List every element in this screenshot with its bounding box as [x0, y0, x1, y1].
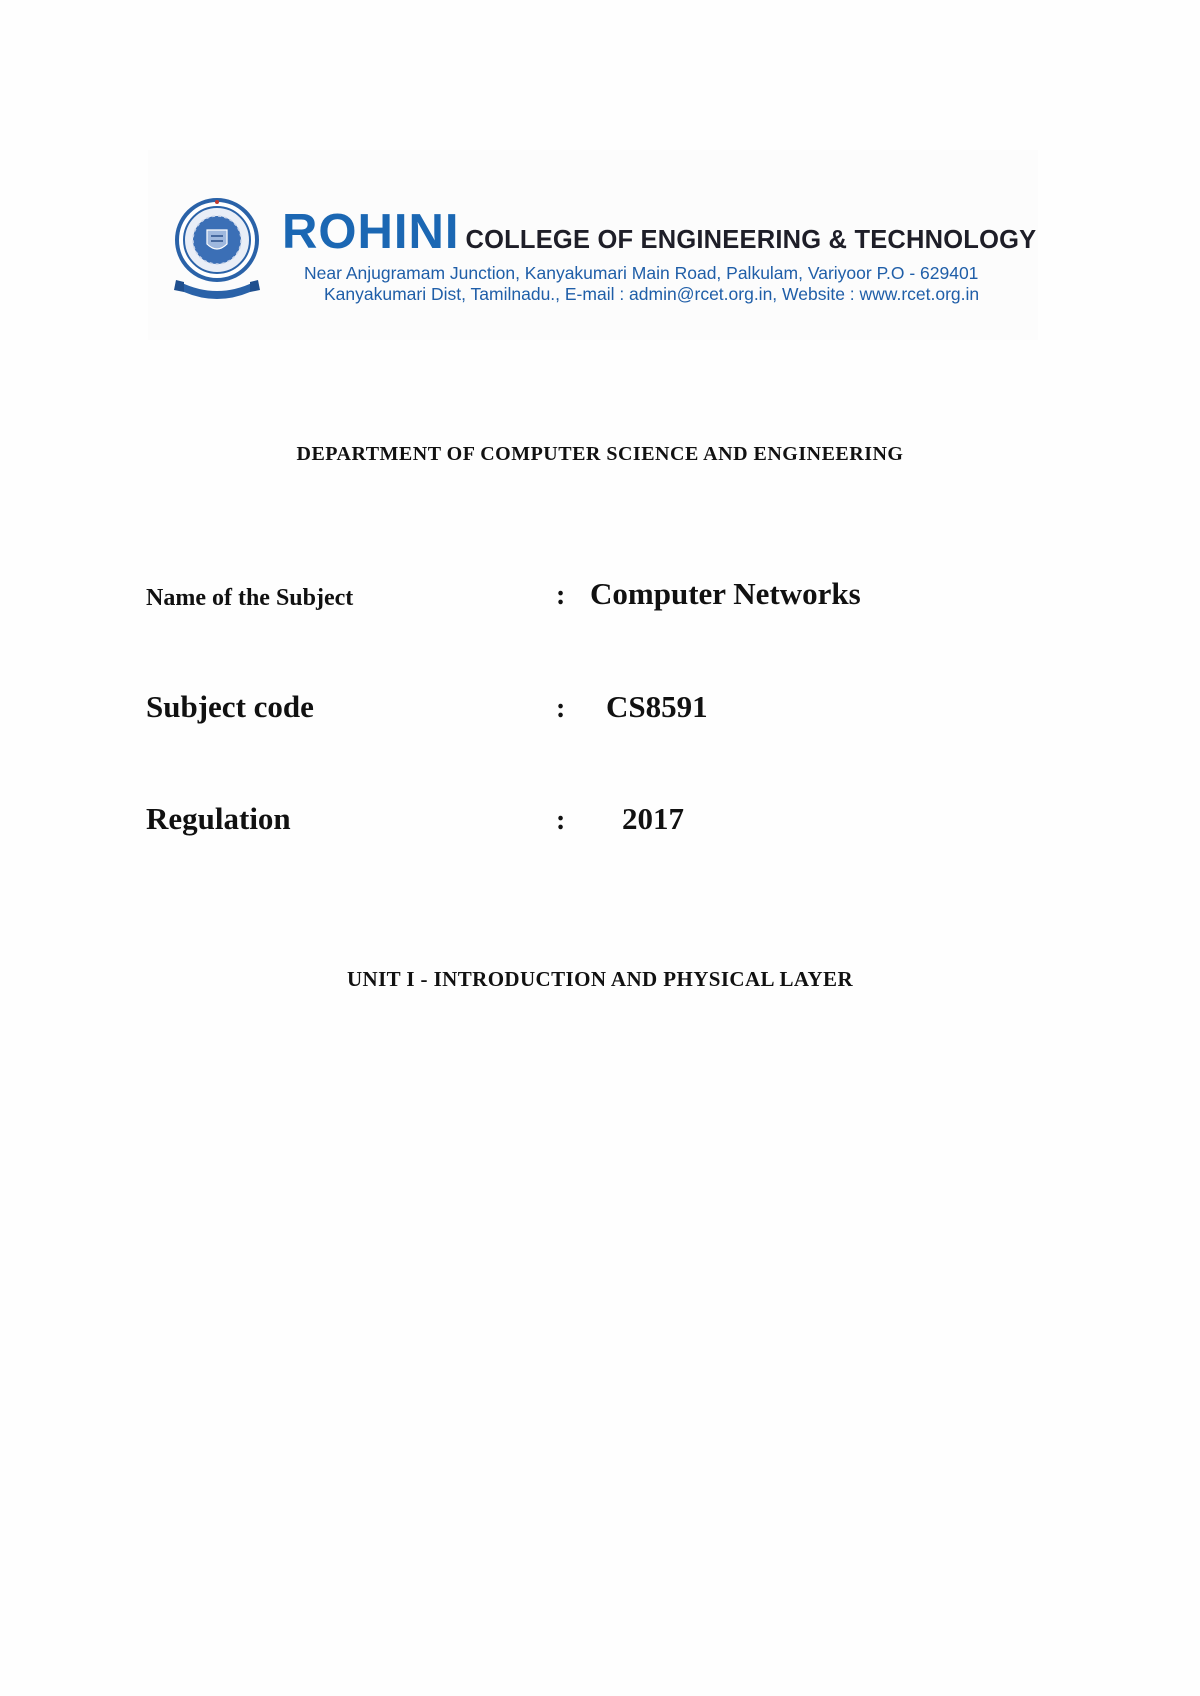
- subject-code-label: Subject code: [146, 689, 314, 724]
- college-brand-name: ROHINI: [282, 205, 460, 259]
- subject-name-row: [146, 566, 1046, 612]
- college-seal-icon: [174, 196, 260, 306]
- subject-name-value: Computer Networks: [590, 576, 861, 611]
- college-letterhead: [148, 150, 1038, 340]
- unit-heading: UNIT I - INTRODUCTION AND PHYSICAL LAYER: [346, 967, 854, 991]
- college-name-line: [282, 205, 1042, 259]
- college-brand-block: [282, 205, 1042, 305]
- subject-code-row: [146, 679, 1046, 725]
- subject-name-label: Name of the Subject: [146, 585, 354, 611]
- college-brand-suffix: COLLEGE OF ENGINEERING & TECHNOLOGY: [465, 226, 1037, 254]
- college-address-line-1: Near Anjugramam Junction, Kanyakumari Main Road, Palkulam, Variyoor P.O - 629401: [304, 263, 979, 283]
- regulation-label: Regulation: [146, 801, 291, 836]
- department-heading: DEPARTMENT OF COMPUTER SCIENCE AND ENGINEERING: [296, 443, 904, 465]
- regulation-row: [146, 791, 1046, 837]
- subject-code-value: CS8591: [606, 689, 708, 724]
- subject-code-separator: :: [556, 693, 566, 724]
- regulation-value: 2017: [622, 801, 684, 836]
- college-address-line-2: Kanyakumari Dist, Tamilnadu., E-mail : admin@rcet.org.in, Website : www.rcet.org.in: [324, 284, 980, 304]
- regulation-separator: :: [556, 805, 566, 836]
- subject-name-separator: :: [556, 580, 566, 611]
